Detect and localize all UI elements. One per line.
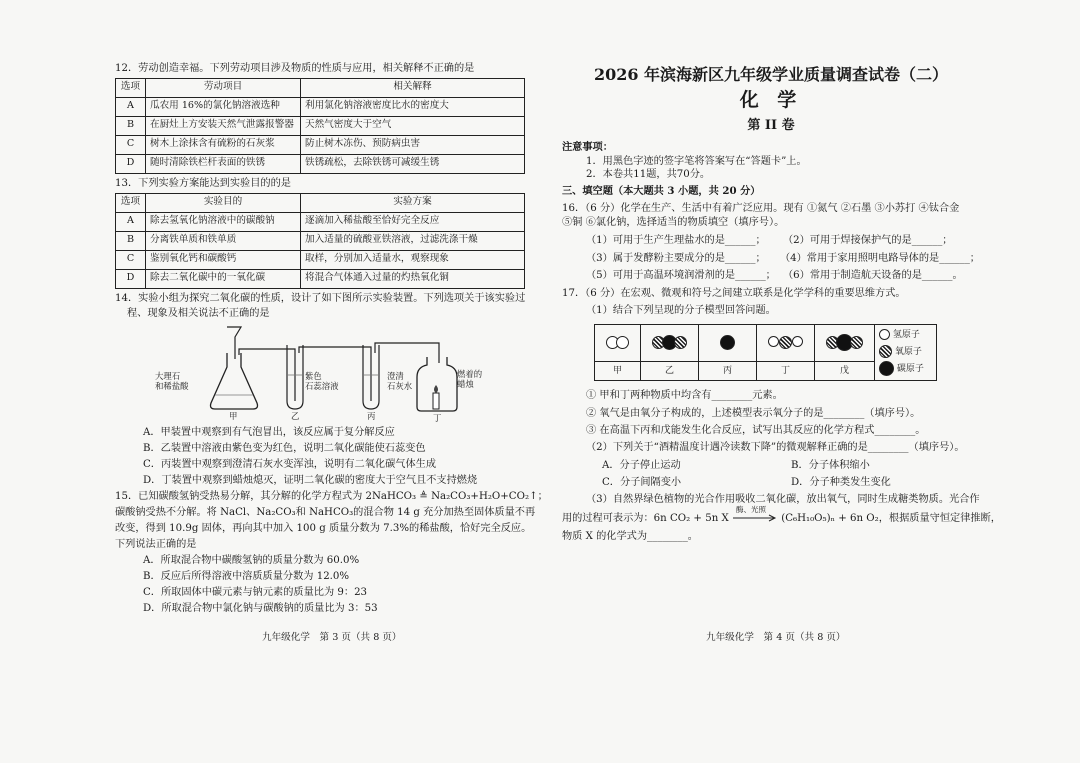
page-3-footer: 九年级化学 第 3 页（共 8 页）	[262, 632, 402, 643]
q12-stem: 12．劳动创造幸福。下列劳动项目涉及物质的性质与应用，相关解释不正确的是	[115, 63, 475, 74]
q17-sub3-line-1: （3）自然界绿色植物的光合作用吸收二氧化碳，放出氧气，同时生成糖类物质。光合作	[586, 494, 980, 506]
model-label: 戊	[815, 361, 875, 380]
oxygen-atom-icon	[616, 336, 629, 349]
model-ding	[757, 324, 815, 361]
label-jia: 甲	[229, 411, 238, 422]
section-3-heading: 三、填空题（本大题共 3 小题，共 20 分）	[562, 185, 761, 198]
q17-p2: ② 氧气是由氧分子构成的，上述模型表示氧分子的是________（填序号）。	[586, 407, 921, 419]
q17-sub2: （2）下列关于“酒精温度计遇冷读数下降”的微观解释正确的是________（填序号）。	[586, 442, 965, 454]
carbon-atom-icon	[720, 335, 735, 350]
q13-stem: 13．下列实验方案能达到实验目的的是	[115, 177, 291, 189]
oxygen-atom-icon	[779, 336, 792, 349]
q16-stem-2: ⑤铜 ⑥氯化钠，选择适当的物质填空（填序号）。	[562, 216, 785, 228]
table-row: D 除去二氧化碳中的一氧化碳 将混合气体通入过量的灼热氧化铜	[116, 269, 525, 288]
table-row: C 鉴别氧化钙和碳酸钙 取样，分别加入适量水，观察现象	[116, 250, 525, 269]
list-item: D．丁装置中观察到蜡烛熄灭，证明二氧化碳的密度大于空气且不支持燃烧	[143, 474, 478, 486]
list-item: A．甲装置中观察到有气泡冒出，该反应属于复分解反应	[143, 427, 395, 439]
note-item: 2．本卷共11题，共70分。	[586, 169, 711, 181]
q13-table	[115, 193, 525, 289]
q15-line-2: 碳酸钠受热不分解。将 NaCl、Na₂CO₃和 NaHCO₃的混合物 14 g 充分加热至固体质量不再	[115, 507, 536, 519]
oxygen-atom-icon	[850, 336, 863, 349]
subject-title: 化 学	[739, 88, 803, 111]
list-item: （1）可用于生产生理盐水的是______； （2）可用于焊接保护气的是______；	[586, 235, 953, 247]
page-4	[562, 62, 1001, 662]
q15-line-3: 改变，得到 10.9g 固体，再向其中加入 100 g 质量分数为 7.3%的稀盐酸，恰好完全反应。	[115, 522, 532, 534]
table-header: 实验目的	[146, 193, 301, 212]
note-item: 1．用黑色字迹的签字笔将答案写在“答题卡”上。	[586, 155, 807, 167]
q17-p1: ① 甲和丁两种物质中均含有________元素。	[586, 390, 783, 402]
oxygen-atom-icon	[879, 345, 892, 358]
list-item: A．分子停止运动 B．分子体积缩小	[602, 459, 870, 471]
notes-title: 注意事项：	[562, 140, 613, 153]
reaction-condition: 酶、光照	[736, 504, 766, 514]
list-item: （3）属于发酵粉主要成分的是______； （4）常用于家用照明电路导体的是______；	[586, 252, 980, 264]
table-header: 实验方案	[301, 193, 525, 212]
page-4-footer: 九年级化学 第 4 页（共 8 页）	[706, 632, 846, 643]
table-row: A 瓜农用 16%的氯化钠溶液选种 利用氯化钠溶液密度比水的密度大	[116, 97, 525, 116]
table-header: 选项	[116, 78, 146, 97]
hydrogen-atom-icon	[768, 336, 779, 347]
model-label: 丁	[757, 361, 815, 380]
model-label: 甲	[595, 361, 641, 380]
q16-stem-1: 16．（6 分）化学在生产、生活中有着广泛应用。现有 ①氮气 ②石墨 ③小苏打 ④钛合金	[562, 202, 960, 214]
list-item: A．所取混合物中碳酸氢钠的质量分数为 60.0%	[143, 555, 360, 567]
label-jia-content: 大理石 和稀盐酸	[155, 371, 189, 392]
list-item: （5）可用于高温环境润滑剂的是______； （6）常用于制造航天设备的是______。	[586, 270, 963, 282]
q17-p3: ③ 在高温下丙和戊能发生化合反应，试写出其反应的化学方程式________。	[586, 424, 926, 436]
model-label: 乙	[641, 361, 699, 380]
experiment-apparatus	[135, 325, 483, 424]
table-row: C 树木上涂抹含有硫粉的石灰浆 防止树木冻伤、预防病虫害	[116, 135, 525, 154]
label-ding-content: 燃着的 蜡烛	[457, 369, 483, 390]
q17-choices	[562, 457, 980, 492]
model-yi	[641, 324, 699, 361]
carbon-atom-icon	[879, 361, 894, 376]
q12-table	[115, 78, 525, 174]
table-row: B 在厨灶上方安装天然气泄露报警器 天然气密度大于空气	[116, 116, 525, 135]
list-item: B．乙装置中溶液由紫色变为红色，说明二氧化碳能使石蕊变色	[143, 442, 426, 454]
q17-sub3-equation: 用的过程可表示为：6n CO₂ + 5n X 酶、光照 (C₆H₁₀O₅)ₙ + 6n O₂，根据质量守恒定律推断，	[562, 504, 1001, 524]
table-row: D 随时清除铁栏杆表面的铁锈 铁锈疏松，去除铁锈可减缓生锈	[116, 154, 525, 173]
model-wu	[815, 324, 875, 361]
hydrogen-atom-icon	[879, 329, 890, 340]
table-row: B 分离铁单质和铁单质 加入适量的硫酸亚铁溶液，过滤洗涤干燥	[116, 231, 525, 250]
list-item: C．丙装置中观察到澄清石灰水变浑浊，说明有二氧化碳气体生成	[143, 458, 437, 470]
label-yi-content: 紫色 石蕊溶液	[305, 371, 339, 392]
list-item: C．分子间隔变小 D．分子种类发生变化	[602, 476, 891, 488]
q17-sub3-line-3: 物质 X 的化学式为________。	[562, 531, 698, 542]
molecule-model-table	[594, 324, 937, 381]
list-item: B．反应后所得溶液中溶质质量分数为 12.0%	[143, 571, 350, 583]
label-yi: 乙	[291, 411, 300, 422]
q15-line-1: 15．已知碳酸氢钠受热易分解，其分解的化学方程式为 2NaHCO₃ ≜ Na₂CO₃+H₂O+CO₂↑；	[115, 491, 548, 503]
q17-stem: 17．（6 分）在宏观、微观和符号之间建立联系是化学学科的重要思维方式。	[562, 288, 906, 300]
exam-title: 2026 年滨海新区九年级学业质量调查试卷（二）	[593, 65, 949, 84]
q14-options	[115, 425, 525, 488]
model-label: 丙	[699, 361, 757, 380]
q14-stem-2: 程、现象及相关说法不正确的是	[127, 308, 270, 320]
table-header: 相关解释	[301, 78, 525, 97]
label-ding: 丁	[433, 413, 442, 424]
list-item: C．所取固体中碳元素与钠元素的质量比为 9：23	[143, 587, 368, 598]
q17-sub1: （1）结合下列呈现的分子模型回答问题。	[586, 305, 776, 317]
list-item: D．所取混合物中氯化钠与碳酸钠的质量比为 3：53	[143, 602, 378, 614]
q15-line-4: 下列说法正确的是	[115, 538, 197, 550]
hydrogen-atom-icon	[792, 336, 803, 347]
table-header: 选项	[116, 193, 146, 212]
q16-items	[562, 232, 980, 284]
reaction-arrow-icon	[732, 504, 778, 523]
q15-options	[115, 553, 525, 616]
model-bing	[699, 324, 757, 361]
table-row: A 除去氢氧化钠溶液中的碳酸钠 逐滴加入稀盐酸至恰好完全反应	[116, 212, 525, 231]
model-jia	[595, 324, 641, 361]
page-3	[115, 62, 548, 662]
label-bing-content: 澄清 石灰水	[387, 371, 413, 392]
atom-legend: 氢原子 氧原子 碳原子	[875, 324, 937, 380]
volume-title: 第 II 卷	[747, 118, 795, 134]
oxygen-atom-icon	[674, 336, 687, 349]
table-header: 劳动项目	[146, 78, 301, 97]
label-bing: 丙	[367, 411, 376, 422]
q14-stem-1: 14．实验小组为探究二氧化碳的性质，设计了如下图所示实验装置。下列选项关于该实验过	[115, 292, 526, 304]
